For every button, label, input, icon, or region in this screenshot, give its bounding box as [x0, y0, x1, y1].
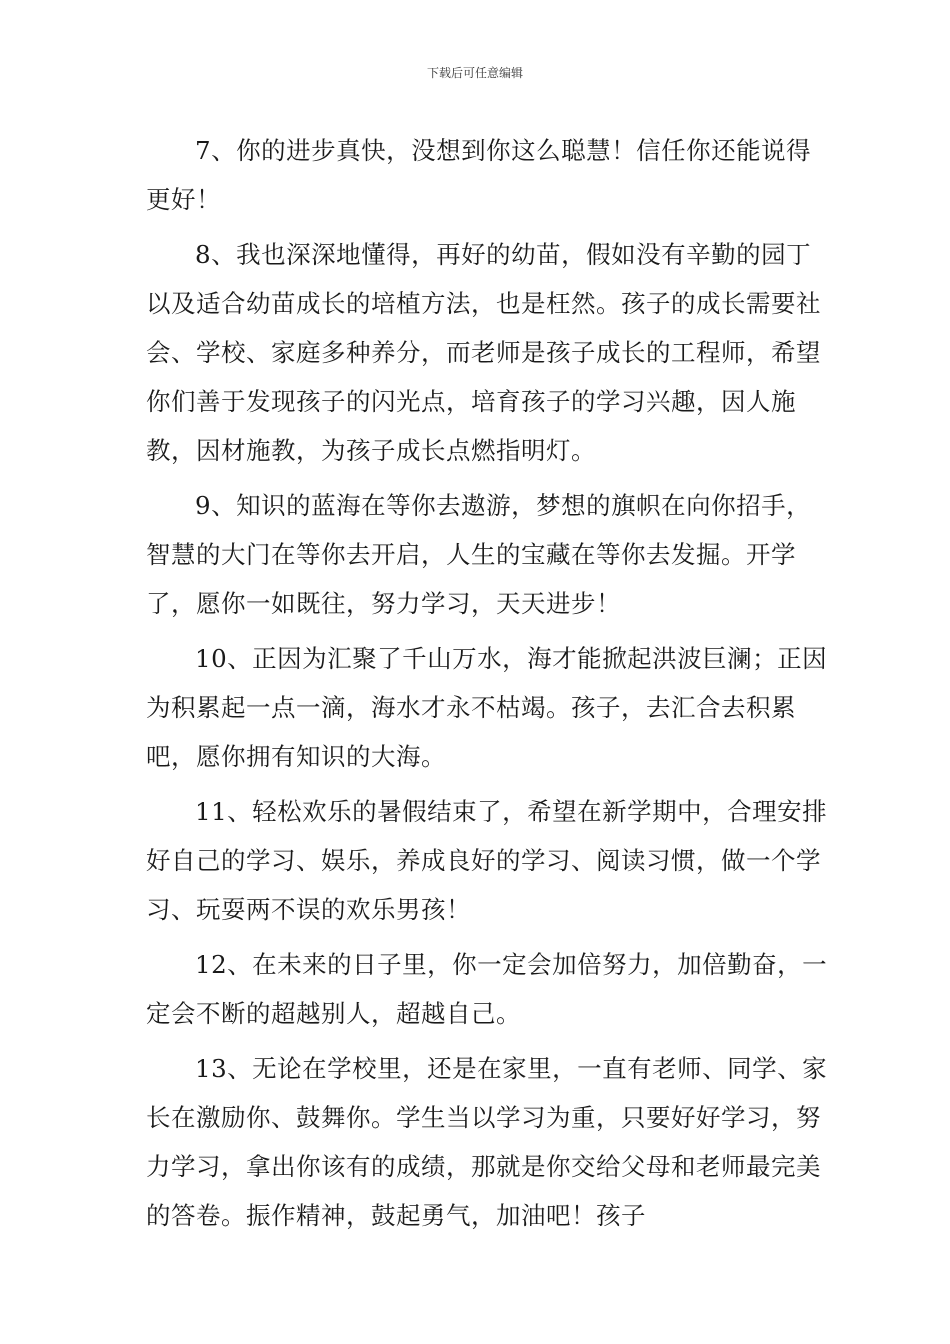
page-header: 下载后可任意编辑 — [426, 66, 523, 80]
paragraph-7: 7、你的进步真快，没想到你这么聪慧！信任你还能说得更好！ — [146, 136, 812, 214]
paragraph-9: 9、知识的蓝海在等你去遨游，梦想的旗帜在向你招手，智慧的大门在等你去开启，人生的宝藏在等你去发掘。开学了，愿你一如既往，努力学习，天天进步！ — [146, 491, 812, 618]
paragraph-13: 13、无论在学校里，还是在家里，一直有老师、同学、家长在激励你、鼓舞你。学生当以学习为重，只要好好学习，努力学习，拿出你该有的成绩，那就是你交给父母和老师最完美的答卷。振作精神，鼓起勇气，加油吧！孩子 — [146, 1054, 828, 1230]
paragraph-10: 10、正因为汇聚了千山万水，海才能掀起洪波巨澜；正因为积累起一点一滴，海水才永不枯竭。孩子，去汇合去积累吧，愿你拥有知识的大海。 — [146, 644, 828, 771]
paragraph-8: 8、我也深深地懂得，再好的幼苗，假如没有辛勤的园丁以及适合幼苗成长的培植方法，也是枉然。孩子的成长需要社会、学校、家庭多种养分，而老师是孩子成长的工程师，希望你们善于发现孩子的闪光点，培育孩子的学习兴趣，因人施教，因材施教，为孩子成长点燃指明灯。 — [146, 240, 821, 465]
document-body — [146, 126, 831, 1246]
paragraph-11: 11、轻松欢乐的暑假结束了，希望在新学期中，合理安排好自己的学习、娱乐，养成良好的学习、阅读习惯，做一个学习、玩耍两不误的欢乐男孩！ — [146, 797, 828, 924]
paragraph-12: 12、在未来的日子里，你一定会加倍努力，加倍勤奋，一定会不断的超越别人，超越自己。 — [146, 950, 828, 1028]
